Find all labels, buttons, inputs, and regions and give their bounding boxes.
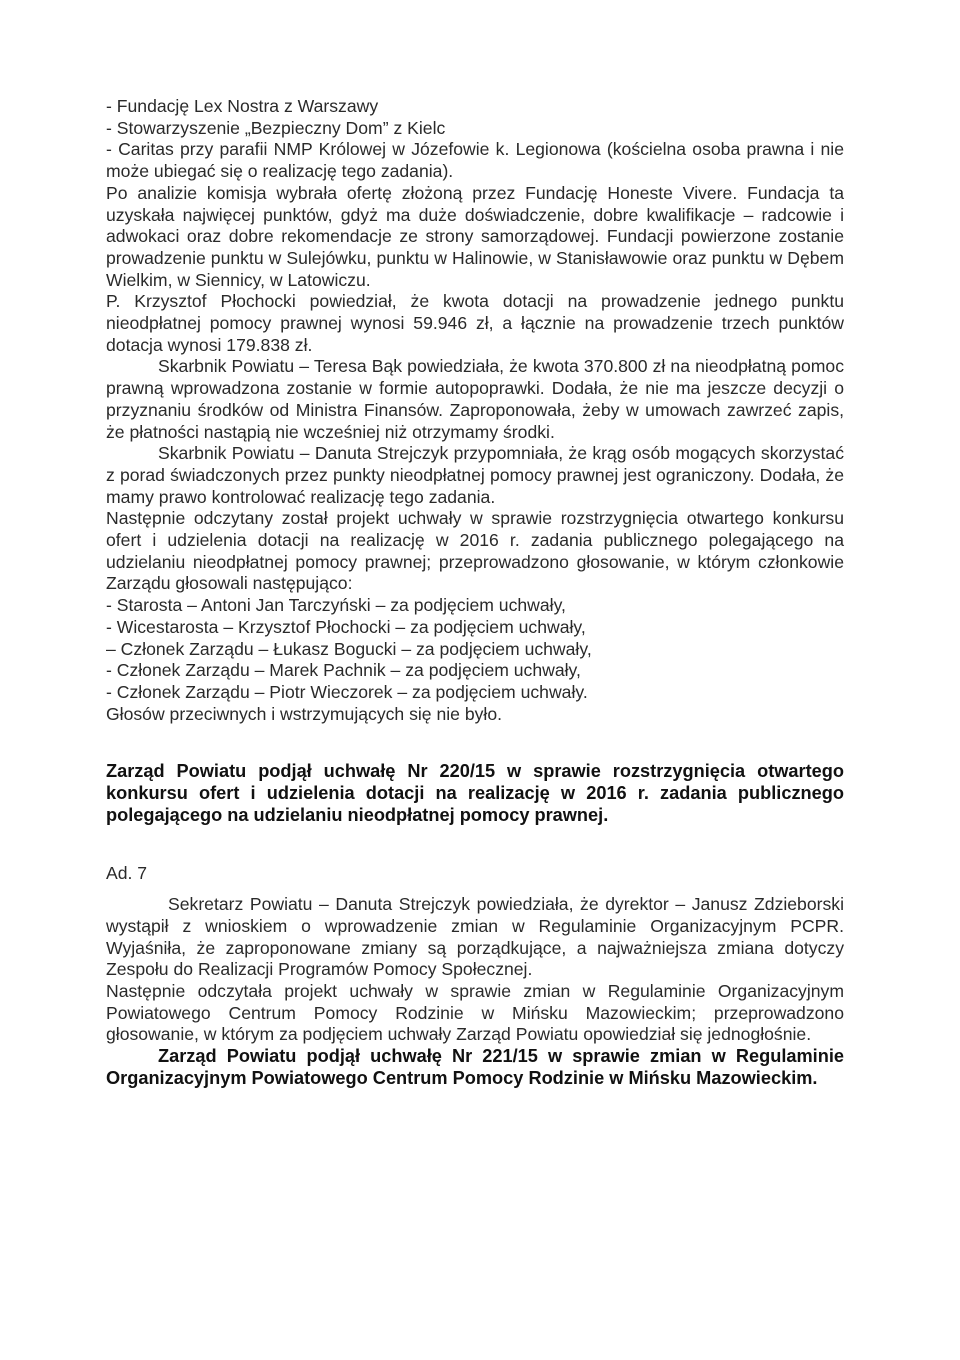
vote-item: - Członek Zarządu – Marek Pachnik – za podjęciem uchwały,: [106, 660, 581, 681]
vote-item: - Wicestarosta – Krzysztof Płochocki – za podjęciem uchwały,: [106, 616, 586, 637]
vote-summary: Głosów przeciwnych i wstrzymujących się nie było.: [106, 703, 502, 724]
section-heading: Ad. 7: [106, 862, 148, 883]
vote-item: - Starosta – Antoni Jan Tarczyński – za podjęciem uchwały,: [106, 595, 566, 616]
paragraph: P. Krzysztof Płochocki powiedział, że kwota dotacji na prowadzenie jednego punktu nieodpłatnej pomocy prawnej wynosi 59.946 zł, a łącznie na prowadzenie trzech punktów dotacja wynosi 179.838 zł.: [106, 291, 844, 355]
paragraph: Skarbnik Powiatu – Teresa Bąk powiedziała, że kwota 370.800 zł na nieodpłatną pomoc prawną wprowadzona zostanie w formie autopoprawki. Dodała, że nie ma jeszcze decyzji o przyznaniu środków od Ministra Finansów. Zaproponowała, żeby w umowach zawrzeć zapis, że płatności nastąpią nie wcześniej niż otrzymamy środki.: [106, 356, 844, 442]
paragraph: Następnie odczytany został projekt uchwały w sprawie rozstrzygnięcia otwartego konkursu ofert i udzielenia dotacji na realizację w 2016 r. zadania publicznego polegającego na udzielaniu nieodpłatnej pomocy prawnej; przeprowadzono głosowanie, w którym członkowie Zarządu głosowali następująco:: [106, 508, 844, 594]
resolution-heading: Zarząd Powiatu podjął uchwałę Nr 220/15 w sprawie rozstrzygnięcia otwartego konkursu ofert i udzielenia dotacji na realizację w 2016 r. zadania publicznego polegającego na udzielaniu nieodpłatnej pomocy prawnej.: [106, 761, 844, 825]
paragraph: Sekretarz Powiatu – Danuta Strejczyk powiedziała, że dyrektor – Janusz Zdzieborski wystąpił z wnioskiem o wprowadzenie zmian w Regulaminie Organizacyjnym PCPR. Wyjaśniła, że zaproponowane zmiany są porządkujące, a najważniejsza zmiana dotyczy Zespołu do Realizacji Programów Pomocy Społecznej.: [106, 894, 844, 980]
paragraph: Następnie odczytała projekt uchwały w sprawie zmian w Regulaminie Organizacyjnym Powiatowego Centrum Pomocy Rodzinie w Mińsku Mazowieckim; przeprowadzono głosowanie, w którym za podjęciem uchwały Zarząd Powiatu opowiedział się jednogłośnie.: [106, 981, 844, 1045]
document-page: [106, 96, 844, 1090]
resolution-heading: Zarząd Powiatu podjął uchwałę Nr 221/15 w sprawie zmian w Regulaminie Organizacyjnym Powiatowego Centrum Pomocy Rodzinie w Mińsku Mazowieckim.: [106, 1046, 844, 1088]
paragraph: Po analizie komisja wybrała ofertę złożoną przez Fundację Honeste Vivere. Fundacja ta uzyskała najwięcej punktów, gdyż ma duże doświadczenie, dobre kwalifikacje – radcowie i adwokaci oraz dobre rekomendacje ze strony samorządowej. Fundacji powierzone zostanie prowadzenie punktu w Sulejówku, punktu w Halinowie, w Stanisławowie oraz punktu w Dębem Wielkim, w Siennicy, w Latowiczu.: [106, 182, 844, 290]
vote-item: - Członek Zarządu – Piotr Wieczorek – za podjęciem uchwały.: [106, 681, 588, 702]
list-item: - Stowarzyszenie „Bezpieczny Dom” z Kielc: [106, 117, 446, 138]
paragraph: Skarbnik Powiatu – Danuta Strejczyk przypomniała, że krąg osób mogących skorzystać z porad świadczonych przez punkty nieodpłatnej pomocy prawnej jest ograniczony. Dodała, że mamy prawo kontrolować realizację tego zadania.: [106, 443, 844, 507]
vote-item: – Członek Zarządu – Łukasz Bogucki – za podjęciem uchwały,: [106, 638, 592, 659]
list-item: - Fundację Lex Nostra z Warszawy: [106, 96, 379, 116]
list-item: - Caritas przy parafii NMP Królowej w Józefowie k. Legionowa (kościelna osoba prawna i nie może ubiegać się o realizację tego zadania).: [106, 139, 844, 182]
